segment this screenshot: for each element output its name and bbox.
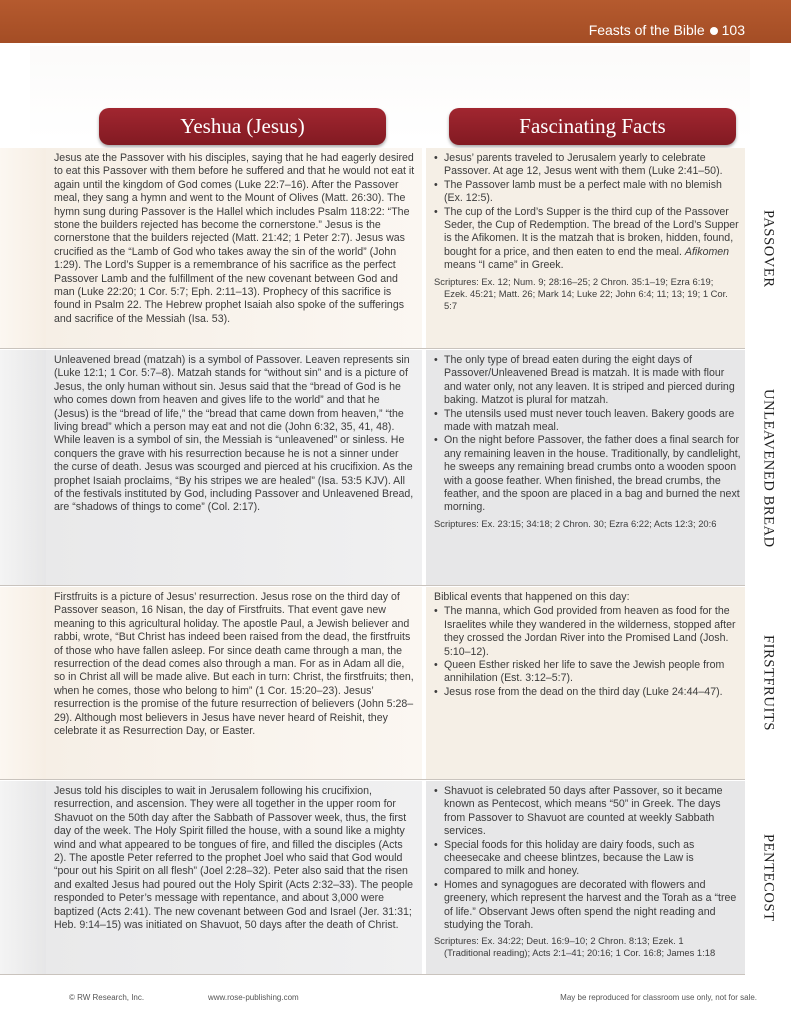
section-band (0, 148, 46, 349)
fact-text: The cup of the Lord’s Supper is the third cup of the Passover Seder, the Cup of Redemption. The bread of the Lord’s Supper is the Afikomen. It is the matzah that is broken, hidden, found, bought for a price, and then eaten to end the meal. (444, 205, 739, 258)
facts-panel (426, 587, 745, 780)
scriptures-line: Scriptures: Ex. 12; Num. 9; 28:16–25; 2 Chron. 35:1–19; Ezra 6:19; (434, 275, 714, 287)
section-unleavened-bread (0, 350, 745, 586)
facts-list (434, 354, 741, 515)
section-pentecost (0, 781, 745, 975)
series-title: Feasts of the Bible (588, 22, 705, 38)
section-divider (0, 348, 745, 349)
column-header-yeshua: Yeshua (Jesus) (99, 108, 386, 145)
facts-panel (426, 781, 745, 975)
fact-italic-term: Afikomen (684, 245, 730, 258)
section-divider (0, 585, 745, 586)
page-number: 103 (721, 22, 745, 38)
section-firstfruits (0, 587, 745, 780)
fact-item: • The manna, which God provided from heaven as food for the Israelites while they wandered in the wilderness, stopped after they crossed the Jordan River into the Promised Land (Josh. 5:10–12). (434, 605, 741, 659)
facts-panel (426, 350, 745, 586)
fact-item: • On the night before Passover, the father does a final search for any remaining leaven in the house. Traditionally, by candlelight, he sweeps any remaining bread crumbs onto a wooden spoon with a goose feather. When finished, the bread crumbs, the feather, and the spoon are placed in a bag and burned the next morning. (434, 434, 741, 514)
column-header-facts: Fascinating Facts (449, 108, 736, 145)
side-label-passover (745, 148, 791, 349)
footer-website: www.rose-publishing.com (208, 993, 299, 1002)
side-label-text: UNLEAVENED BREAD (760, 388, 777, 548)
yeshua-text: Firstfruits is a picture of Jesus’ resurrection. Jesus rose on the third day of Passover season, 16 Nisan, the day of Firstfruits. That event gave new meaning to this agricultural holiday. The apostle Paul, a Jewish believer and rabbi, wrote, “But Christ has indeed been raised from the dead, the firstfruits of those who have fallen asleep. For since death came through a man, the resurrection of the dead comes also through a man. For as in Adam all die, so in Christ all will be made alive. But each in turn: Christ, the firstfruits; then, when he comes, those who belong to him” (1 Cor. 15:20–23). Jesus’ resurrection is the promise of the future resurrection of believers (John 5:28–29). Although most believers in Jesus have never heard of Reishit, they celebrate it as Resurrection Day, or Easter. (46, 587, 422, 780)
footer-copyright: © RW Research, Inc. (69, 993, 145, 1002)
fact-item: • Homes and synagogues are decorated with flowers and greenery, which represent the harvest and the Torah as a “tree of life.” Observant Jews often spend the night reading and studying the Torah. (434, 879, 741, 933)
page-header (589, 22, 745, 38)
fact-item: • Queen Esther risked her life to save the Jewish people from annihilation (Est. 3:12–5:7). (434, 659, 741, 686)
section-passover (0, 148, 745, 349)
section-band (0, 781, 46, 975)
scriptures-line: Scriptures: Ex. 34:22; Deut. 16:9–10; 2 Chron. 8:13; Ezek. 1 (434, 935, 684, 947)
scriptures-reference (434, 935, 741, 959)
fact-item: • Special foods for this holiday are dairy foods, such as cheesecake and cheese blintzes, because the Law is compared to milk and honey. (434, 839, 741, 879)
fact-item (434, 206, 741, 273)
side-label-text: PENTECOST (760, 834, 777, 922)
side-label-pentecost (745, 781, 791, 975)
facts-list (434, 152, 741, 273)
section-divider (0, 779, 745, 780)
fact-item: • The Passover lamb must be a perfect male with no blemish (Ex. 12:5). (434, 179, 741, 206)
facts-list (434, 605, 741, 699)
facts-panel (426, 148, 745, 349)
side-label-text: FIRSTFRUITS (760, 635, 777, 732)
fact-text-rest: means “I came” in Greek. (444, 259, 564, 272)
section-band (0, 587, 46, 780)
scriptures-line: Ezek. 45:21; Matt. 26; Mark 14; Luke 22; John 6:4; 11; 13; 19; 1 Cor. 5:7 (444, 287, 728, 311)
facts-list (434, 785, 741, 932)
section-divider (0, 974, 745, 975)
side-label-text: PASSOVER (760, 209, 777, 288)
side-label-firstfruits (745, 587, 791, 780)
yeshua-text: Jesus ate the Passover with his disciples, saying that he had eagerly desired to eat this Passover with them before he suffered and that he would not eat it again until the kingdom of God comes (Luke 22:7–16). After the Passover meal, they sang a hymn and went to the Mount of Olives (Matt. 26:30). The hymn sung during Passover is the Hallel which includes Psalm 118:22: “The stone the builders rejected has become the cornerstone.” Jesus is the cornerstone that the builders rejected (Matt. 21:42; 1 Peter 2:7). Jesus was crucified as the “Lamb of God who takes away the sin of the world” (John 1:29). The Lord’s Supper is a remembrance of his sacrifice as the perfect Passover Lamb and the fulfillment of the new covenant between God and man (Luke 22:20; 1 Cor. 5:7; Eph. 2:11–13). Prophecy of this sacrifice is found in Psalm 22. The Hebrew prophet Isaiah also spoke of the sufferings and sacrifice of the Messiah (Isa. 53). (46, 148, 422, 349)
scriptures-line: (Traditional reading); Acts 2:1–41; 20:16; 1 Cor. 16:8; James 1:18 (444, 947, 716, 959)
footer-usage-note: May be reproduced for classroom use only, not for sale. (560, 993, 757, 1002)
section-band (0, 350, 46, 586)
yeshua-text: Unleavened bread (matzah) is a symbol of Passover. Leaven represents sin (Luke 12:1; 1 Cor. 5:7–8). Matzah stands for “without sin” and is a picture of Jesus, the only human without sin. Jesus said that the “bread of God is he who comes down from heaven and gives life to the world” and that he (Jesus) is the “bread of life,” the “bread that came down from heaven,” “the living bread” which a person may eat and not die (John 6:32, 35, 41, 48). While leaven is a symbol of sin, the Messiah is “unleavened” or sinless. He conquers the grave with his resurrection because he is not a sinner under the curse of death. Jesus was scourged and pierced at his crucifixion. As the prophet Isaiah proclaims, “By his stripes we are healed” (Isa. 53:5 KJV). All of the festivals instituted by God, including Passover and Unleavened Bread, are “shadows of things to come” (Col. 2:17). (46, 350, 422, 586)
fact-item: • Jesus’ parents traveled to Jerusalem yearly to celebrate Passover. At age 12, Jesus went with them (Luke 2:41–50). (434, 152, 741, 179)
fact-item: • Shavuot is celebrated 50 days after Passover, so it became known as Pentecost, which means “50” in Greek. The days from Passover to Shavuot are counted at weekly Sabbath services. (434, 785, 741, 839)
fact-item: • The utensils used must never touch leaven. Bakery goods are made with matzah meal. (434, 408, 741, 435)
scriptures-reference: Scriptures: Ex. 23:15; 34:18; 2 Chron. 30; Ezra 6:22; Acts 12:3; 20:6 (434, 517, 717, 529)
facts-intro: Biblical events that happened on this day: (434, 591, 630, 603)
fact-item: • Jesus rose from the dead on the third day (Luke 24:44–47). (434, 686, 741, 699)
bullet-dot-icon (710, 27, 718, 35)
scriptures-reference (434, 276, 741, 312)
side-label-unleavened-bread (745, 350, 791, 586)
yeshua-text: Jesus told his disciples to wait in Jerusalem following his crucifixion, resurrection, and ascension. They were all together in the upper room for Shavuot on the 50th day after the Sabbath of Passover week, thus, the first day of the week. The Holy Spirit filled the house, with a sound like a mighty wind and what appeared to be tongues of fire, and filled the disciples (Acts 2). The apostle Peter referred to the prophet Joel who said that God would “pour out his Spirit on all flesh” (Joel 2:28–32). Peter also said that the risen and exalted Jesus had poured out the Holy Spirit (Acts 2:32–33). The people responded to Peter’s message with repentance, and about 3,000 were baptized (Acts 2:41). The new covenant between God and Israel (Jer. 31:31; Heb. 9:14–15) was initiated on Shavuot, 50 days after the death of Christ. (46, 781, 422, 975)
fact-item: • The only type of bread eaten during the eight days of Passover/Unleavened Bread is matzah. It is made with flour and water only, not any leaven. It is striped and pierced during baking. Matzot is plural for matzah. (434, 354, 741, 408)
